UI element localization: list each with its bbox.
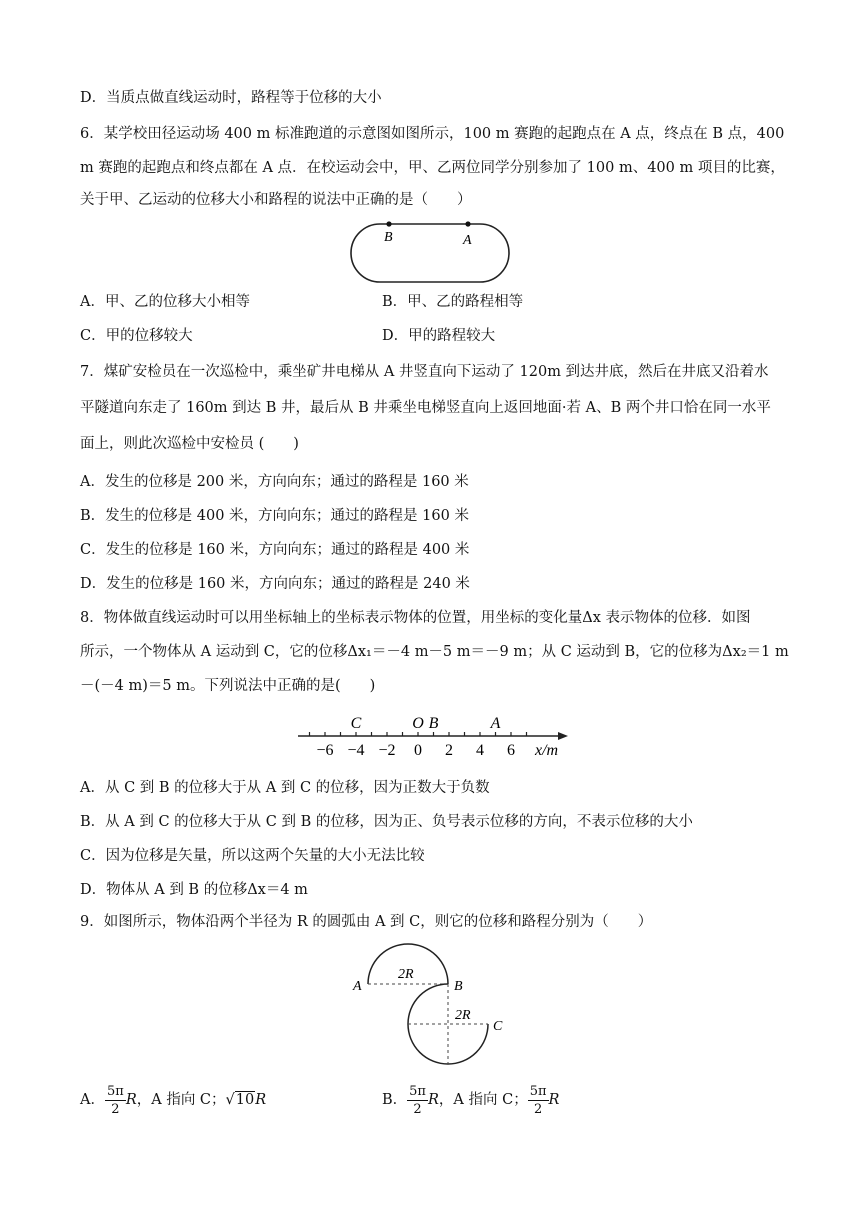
q7-text-line1: 7．煤矿安检员在一次巡检中，乘坐矿井电梯从 A 井竖直向下运动了 120m 到达井底，然后在井底又沿着水 <box>80 364 769 380</box>
fraction-5pi-over-2-second: $\frac{5\pi}{2}$ <box>529 1083 547 1117</box>
q6-text-line2: m 赛跑的起跑点和终点都在 A 点．在校运动会中，甲、乙两位同学分别参加了 100 m、400 m 项目的比赛， <box>80 160 785 176</box>
sqrt-icon: √ <box>225 1092 235 1108</box>
point-b-label: B <box>384 230 393 245</box>
q6-option-b: B．甲、乙的路程相等 <box>382 294 524 310</box>
q7-option-a: A．发生的位移是 200 米，方向向东；通过的路程是 160 米 <box>80 474 469 490</box>
point-a-label: A <box>353 979 362 994</box>
q7-option-c: C．发生的位移是 160 米，方向向东；通过的路程是 400 米 <box>80 542 470 558</box>
q6-text-line3: 关于甲、乙运动的位移大小和路程的说法中正确的是（ ） <box>80 192 472 208</box>
tick-label: 2 <box>445 742 453 759</box>
q8-text-line1: 8．物体做直线运动时可以用坐标轴上的坐标表示物体的位置，用坐标的变化量Δx 表示物体的位移．如图 <box>80 610 751 626</box>
q8-option-d: D．物体从 A 到 B 的位移Δx＝4 m <box>80 882 308 898</box>
number-line-diagram <box>290 708 580 764</box>
q8-option-a: A．从 C 到 B 的位移大于从 A 到 C 的位移，因为正数大于负数 <box>80 780 490 796</box>
q8-option-b: B．从 A 到 C 的位移大于从 C 到 B 的位移，因为正、负号表示位移的方向，不表示位移的大小 <box>80 814 693 830</box>
q7-text-line3: 面上，则此次巡检中安检员 ( ) <box>80 436 299 452</box>
q6-option-c: C．甲的位移较大 <box>80 328 193 344</box>
tick-label: 6 <box>507 742 515 759</box>
point-a-label: A <box>463 233 472 248</box>
point-c-label: C <box>493 1019 503 1034</box>
q7-option-d: D．发生的位移是 160 米，方向向东；通过的路程是 240 米 <box>80 576 470 592</box>
arc-path-diagram <box>348 938 518 1070</box>
q8-text-line2: 所示，一个物体从 A 运动到 C，它的位移Δx₁＝－4 m－5 m＝－9 m；从 C 运动到 B，它的位移为Δx₂＝1 m <box>80 644 789 660</box>
track-outline <box>351 224 509 282</box>
q6-option-a: A．甲、乙的位移大小相等 <box>80 294 250 310</box>
point-label-c: C <box>350 715 362 732</box>
tick-label: −2 <box>378 742 396 759</box>
point-label-a: A <box>490 715 501 732</box>
q9-option-a-prefix: A． <box>80 1092 105 1108</box>
prev-option-d: D．当质点做直线运动时，路程等于位移的大小 <box>80 90 382 106</box>
q7-text-line2: 平隧道向东走了 160m 到达 B 井，最后从 B 井乘坐电梯竖直向上返回地面·若 A、B 两个井口恰在同一水平 <box>80 400 771 416</box>
tick-label: 0 <box>414 742 422 759</box>
q9-option-b: B． $\frac{5\pi}{2}$ R，A 指向 C； $\frac{5\pi}{2}$ R <box>382 1083 560 1117</box>
q9-text-line1: 9．如图所示，物体沿两个半径为 R 的圆弧由 A 到 C，则它的位移和路程分别为（ ） <box>80 914 653 930</box>
q8-option-c: C．因为位移是矢量，所以这两个矢量的大小无法比较 <box>80 848 425 864</box>
point-label-o: O <box>412 715 424 732</box>
q9-option-a: A． $\frac{5\pi}{2}$ R，A 指向 C；√10R <box>80 1083 267 1117</box>
fraction-5pi-over-2: $\frac{5\pi}{2}$ <box>106 1083 124 1117</box>
point-b-marker <box>386 221 391 226</box>
point-label-b: B <box>428 715 439 732</box>
label-2r-upper: 2R <box>398 967 414 982</box>
q8-text-line3: －(－4 m)＝5 m。下列说法中正确的是( ) <box>80 678 376 694</box>
track-diagram <box>340 218 520 286</box>
axis-label: x/m <box>535 742 559 759</box>
q6-option-d: D．甲的路程较大 <box>382 328 496 344</box>
sqrt-radicand: 10 <box>235 1092 255 1108</box>
tick-label: −6 <box>316 742 334 759</box>
label-2r-lower: 2R <box>455 1008 471 1023</box>
tick-label: 4 <box>476 742 484 759</box>
point-a-marker <box>465 221 470 226</box>
q6-text-line1: 6．某学校田径运动场 400 m 标准跑道的示意图如图所示，100 m 赛跑的起跑点在 A 点，终点在 B 点，400 <box>80 126 785 142</box>
tick-label: −4 <box>347 742 365 759</box>
point-b-label: B <box>454 979 463 994</box>
fraction-5pi-over-2: $\frac{5\pi}{2}$ <box>409 1083 426 1117</box>
number-line-arrow <box>558 732 568 740</box>
q7-option-b: B．发生的位移是 400 米，方向向东；通过的路程是 160 米 <box>80 508 469 524</box>
